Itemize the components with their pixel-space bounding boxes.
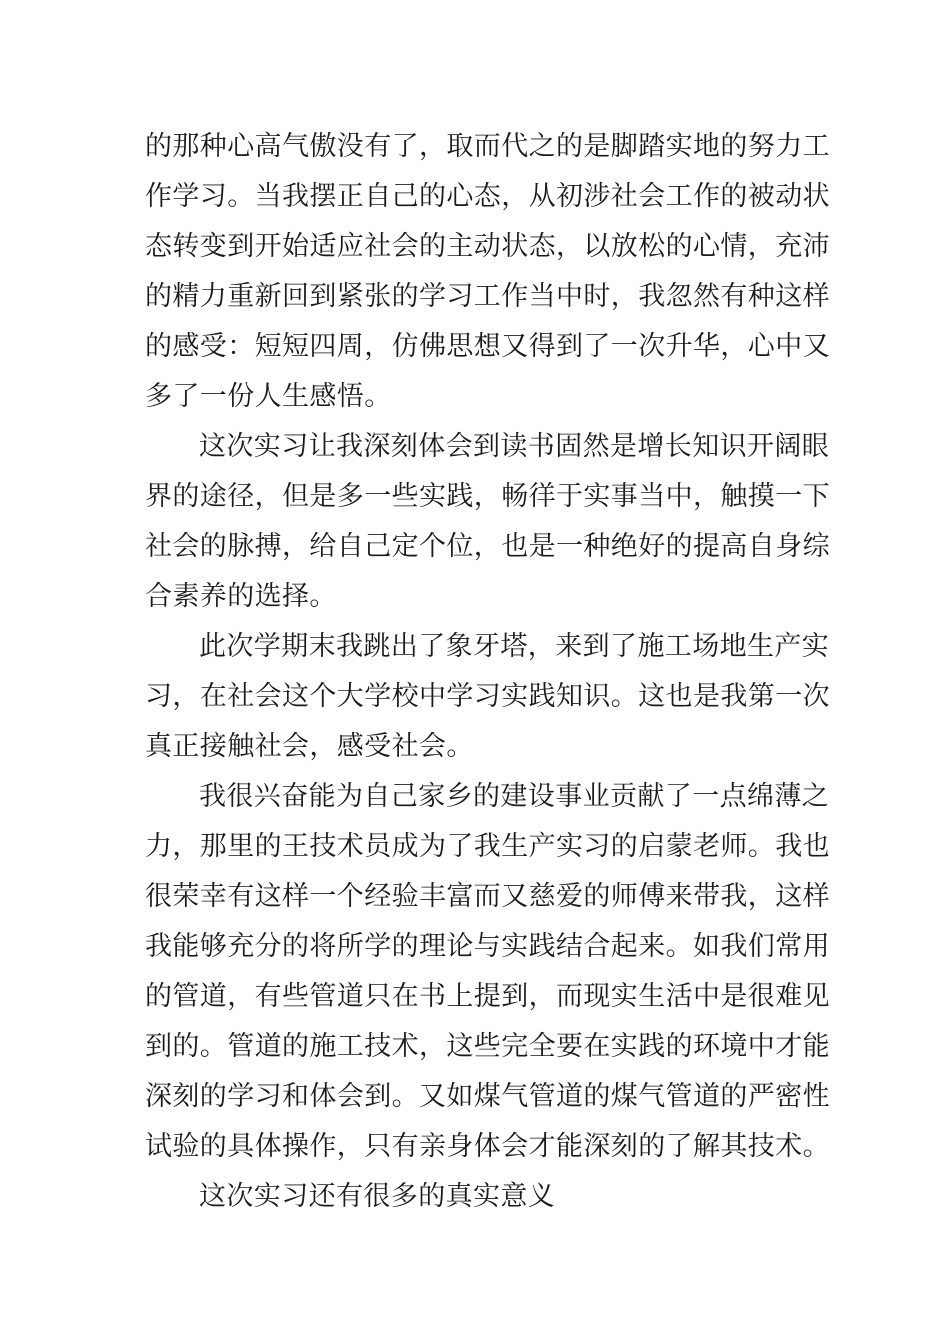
paragraph-1: [145, 122, 830, 422]
text-line: 力，那里的王技术员成为了我生产实习的启蒙老师。我也: [145, 831, 830, 862]
text-line: 习，在社会这个大学校中学习实践知识。这也是我第一次: [145, 681, 830, 712]
text-line: 的精力重新回到紧张的学习工作当中时，我忽然有种这样: [145, 281, 830, 312]
text-line: 试验的具体操作，只有亲身体会才能深刻的了解其技术。: [145, 1131, 830, 1162]
text-line: 社会的脉搏，给自己定个位，也是一种绝好的提高自身综: [145, 531, 830, 562]
text-line: 这次实习让我深刻体会到读书固然是增长知识开阔眼: [199, 431, 830, 462]
text-line: 很荣幸有这样一个经验丰富而又慈爱的师傅来带我，这样: [145, 881, 830, 912]
text-line: 真正接触社会，感受社会。: [145, 731, 474, 762]
text-line: 深刻的学习和体会到。又如煤气管道的煤气管道的严密性: [145, 1081, 830, 1112]
text-line: 的那种心高气傲没有了，取而代之的是脚踏实地的努力工: [145, 131, 830, 162]
text-line: 作学习。当我摆正自己的心态，从初涉社会工作的被动状: [145, 181, 830, 212]
text-line: 态转变到开始适应社会的主动状态，以放松的心情，充沛: [145, 231, 830, 262]
text-line: 我很兴奋能为自己家乡的建设事业贡献了一点绵薄之: [199, 781, 830, 812]
paragraph-5: [145, 1172, 810, 1222]
text-line: 我能够充分的将所学的理论与实践结合起来。如我们常用: [145, 931, 830, 962]
text-line: 此次学期末我跳出了象牙塔，来到了施工场地生产实: [199, 631, 830, 662]
text-line: 合素养的选择。: [145, 581, 337, 612]
document-body: [145, 122, 830, 1222]
text-line: 界的途径，但是多一些实践，畅徉于实事当中，触摸一下: [145, 481, 830, 512]
text-line: 到的。管道的施工技术，这些完全要在实践的环境中才能: [145, 1031, 830, 1062]
text-line: 多了一份人生感悟。: [145, 381, 392, 412]
paragraph-4: [145, 772, 830, 1172]
text-line: 的管道，有些管道只在书上提到，而现实生活中是很难见: [145, 981, 830, 1012]
paragraph-2: [145, 422, 830, 622]
text-line: 这次实习还有很多的真实意义: [199, 1181, 556, 1212]
text-line: 的感受：短短四周，仿佛思想又得到了一次升华，心中又: [145, 331, 830, 362]
paragraph-3: [145, 622, 830, 772]
